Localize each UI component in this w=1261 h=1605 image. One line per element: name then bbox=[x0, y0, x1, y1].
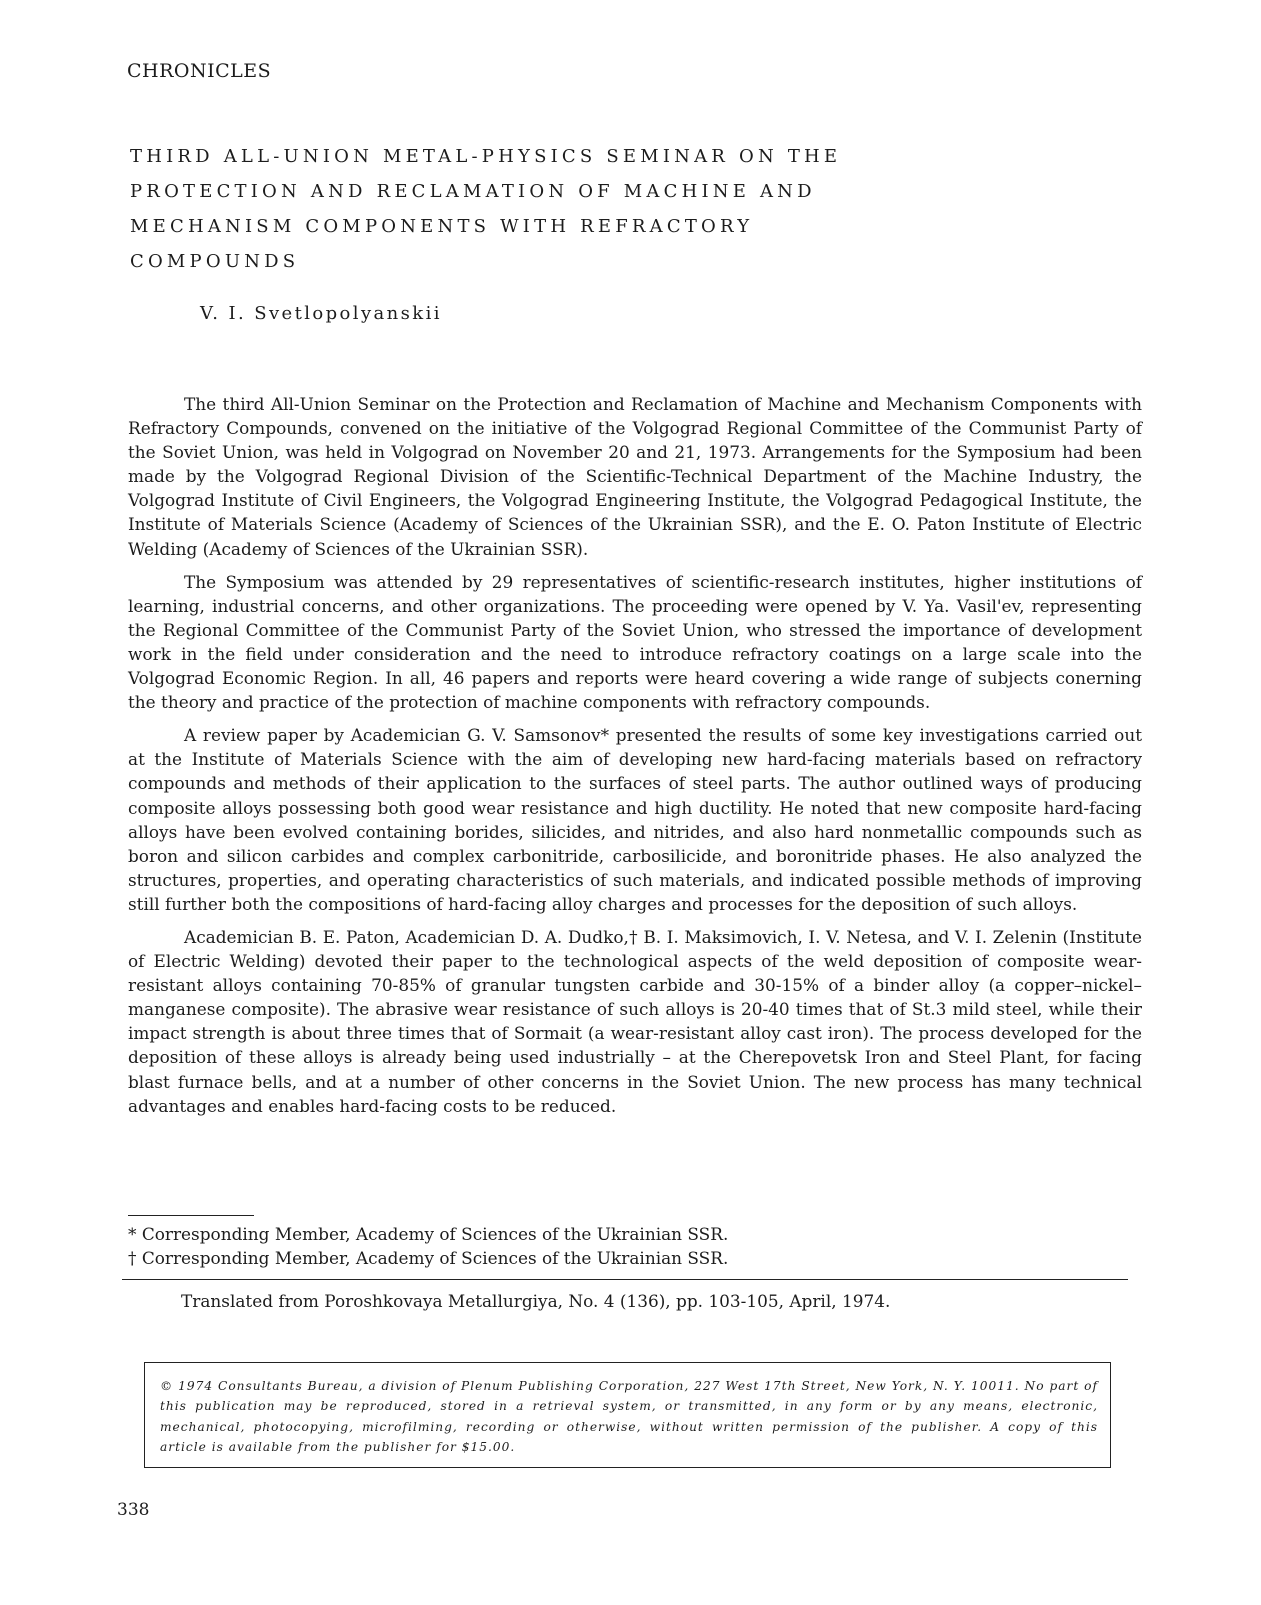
footnote: † Corresponding Member, Academy of Sciences of the Ukrainian SSR. bbox=[128, 1248, 729, 1268]
article-author: V. I. Svetlopolyanskii bbox=[200, 303, 442, 324]
article-title bbox=[130, 139, 890, 279]
section-label: CHRONICLES bbox=[127, 60, 272, 82]
copyright-box bbox=[144, 1362, 1111, 1468]
footnote-divider bbox=[128, 1215, 254, 1216]
article-body bbox=[128, 392, 1142, 1127]
title-line: COMPOUNDS bbox=[130, 251, 300, 272]
footnotes bbox=[128, 1222, 728, 1270]
title-line: MECHANISM COMPONENTS WITH REFRACTORY bbox=[130, 216, 754, 237]
body-paragraph: A review paper by Academician G. V. Samsonov* presented the results of some key investigations carried out at the Institute of Materials Science with the aim of developing new hard-facing materials based on refractory compounds and methods of their application to the surfaces of steel parts. The author outlined ways of producing composite alloys possessing both good wear resistance and high ductility. He noted that new composite hard-facing alloys have been evolved containing borides, silicides, and nitrides, and also hard nonmetallic compounds such as boron and silicon carbides and complex carbonitride, carbosilicide, and boronitride phases. He also analyzed the structures, properties, and operating characteristics of such materials, and indicated possible methods of improving still further both the compositions of hard-facing alloy charges and processes for the deposition of such alloys. bbox=[128, 725, 1142, 914]
body-paragraph: The Symposium was attended by 29 representatives of scientific-research institutes, higher institutions of learning, industrial concerns, and other organizations. The proceeding were opened by V. Ya. Vasil'ev, representing the Regional Committee of the Communist Party of the Soviet Union, who stressed the importance of development work in the field under consideration and the need to introduce refractory coatings on a large scale into the Volgograd Economic Region. In all, 46 papers and reports were heard covering a wide range of subjects conerning the theory and practice of the protection of machine components with refractory compounds. bbox=[128, 571, 1142, 713]
page-number: 338 bbox=[117, 1500, 150, 1520]
title-line: THIRD ALL-UNION METAL-PHYSICS SEMINAR ON THE bbox=[130, 146, 842, 167]
source-divider bbox=[122, 1279, 1128, 1280]
copyright-text: © 1974 Consultants Bureau, a division of Plenum Publishing Corporation, 227 West 17th Street, New York, N. Y. 10011. No part of this publication may be reproduced, stored in a retrieval system, or transmitted, in any form or by any means, electronic, mechanical, photocopying, microfilming, recording or otherwise, without written permission of the publisher. A copy of this article is available from the publisher for $15.00. bbox=[160, 1379, 1098, 1454]
title-line: PROTECTION AND RECLAMATION OF MACHINE AND bbox=[130, 181, 816, 202]
body-paragraph: Academician B. E. Paton, Academician D. A. Dudko,† B. I. Maksimovich, I. V. Netesa, and V. I. Zelenin (Institute of Electric Welding) devoted their paper to the technological aspects of the weld deposition of composite wear-resistant alloys containing 70-85% of granular tungsten carbide and 30-15% of a binder alloy (a copper–nickel–manganese composite). The abrasive wear resistance of such alloys is 20-40 times that of St.3 mild steel, while their impact strength is about three times that of Sormait (a wear-resistant alloy cast iron). The process developed for the deposition of these alloys is already being used industrially – at the Cherepovetsk Iron and Steel Plant, for facing blast furnace bells, and at a number of other concerns in the Soviet Union. The new process has many technical advantages and enables hard-facing costs to be reduced. bbox=[128, 926, 1142, 1116]
translation-source-note: Translated from Poroshkovaya Metallurgiya, No. 4 (136), pp. 103-105, April, 1974. bbox=[181, 1291, 891, 1311]
body-paragraph: The third All-Union Seminar on the Protection and Reclamation of Machine and Mechanism Components with Refractory Compounds, convened on the initiative of the Volgograd Regional Committee of the Communist Party of the Soviet Union, was held in Volgograd on November 20 and 21, 1973. Arrangements for the Symposium had been made by the Volgograd Regional Division of the Scientific-Technical Department of the Machine Industry, the Volgograd Institute of Civil Engineers, the Volgograd Engineering Institute, the Volgograd Pedagogical Institute, the Institute of Materials Science (Academy of Sciences of the Ukrainian SSR), and the E. O. Paton Institute of Electric Welding (Academy of Sciences of the Ukrainian SSR). bbox=[128, 394, 1142, 559]
footnote: * Corresponding Member, Academy of Sciences of the Ukrainian SSR. bbox=[128, 1224, 729, 1244]
